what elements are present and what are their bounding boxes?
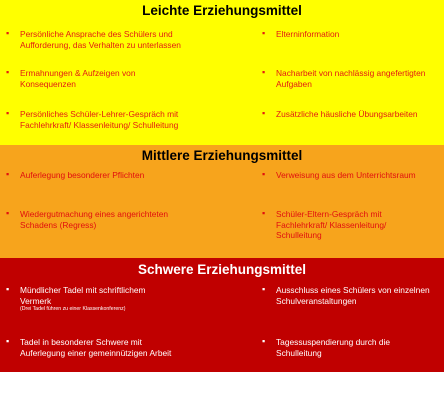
- item-line: Tagessuspendierung durch die: [276, 337, 391, 347]
- item-line: Mündlicher Tadel mit schriftlichem: [20, 285, 146, 295]
- section-title: Leichte Erziehungsmittel: [142, 3, 302, 18]
- item-line: Ausschluss eines Schülers von einzelnen: [276, 285, 430, 295]
- bullet-icon: ▪: [6, 284, 10, 294]
- list-item: [0, 109, 240, 130]
- item-line: Aufgaben: [276, 78, 312, 89]
- item-line: Elterninformation: [276, 29, 340, 39]
- item-line: Fachlehrkraft/ Klassenleitung/ Schulleitung: [20, 119, 179, 130]
- item-line: Auferlegung besonderer Pflichten: [20, 170, 145, 180]
- item-line: Konsequenzen: [20, 78, 76, 89]
- list-item: [0, 29, 240, 50]
- bullet-icon: ▪: [6, 169, 10, 179]
- bullet-icon: ▪: [262, 208, 266, 218]
- bullet-icon: ▪: [262, 28, 266, 38]
- item-line: Ermahnungen & Aufzeigen von: [20, 68, 136, 78]
- item-line: Schulleitung: [276, 347, 322, 358]
- section-title: Mittlere Erziehungsmittel: [141, 148, 303, 163]
- bullet-icon: ▪: [262, 336, 266, 346]
- item-line: Persönliche Ansprache des Schülers und: [20, 29, 173, 39]
- bullet-icon: ▪: [262, 284, 266, 294]
- item-line: Fachlehrkraft/ Klassenleitung/: [276, 219, 387, 230]
- list-item: [0, 68, 240, 89]
- section-title: Schwere Erziehungsmittel: [137, 262, 307, 277]
- item-line: Schulleitung: [276, 230, 322, 241]
- list-item: [256, 170, 444, 181]
- bullet-icon: ▪: [6, 67, 10, 77]
- item-line: Wiedergutmachung eines angerichteten: [20, 209, 169, 219]
- list-item: [256, 109, 444, 120]
- bullet-icon: ▪: [262, 108, 266, 118]
- bullet-icon: ▪: [6, 108, 10, 118]
- item-line: Schulveranstaltungen: [276, 295, 357, 306]
- bullet-icon: ▪: [6, 336, 10, 346]
- list-item: [0, 337, 240, 358]
- item-line: Nacharbeit von nachlässig angefertigten: [276, 68, 426, 78]
- list-item: [0, 285, 240, 313]
- item-line: Schadens (Regress): [20, 219, 97, 230]
- list-item: [256, 337, 444, 358]
- item-line: Tadel in besonderer Schwere mit: [20, 337, 142, 347]
- bullet-icon: ▪: [262, 67, 266, 77]
- item-line: Verweisung aus dem Unterrichtsraum: [276, 170, 416, 180]
- bullet-icon: ▪: [6, 28, 10, 38]
- section-medium: [0, 145, 444, 258]
- section-light: [0, 0, 444, 145]
- bullet-icon: ▪: [6, 208, 10, 218]
- item-line: Vermerk: [20, 295, 52, 306]
- list-item: [256, 68, 444, 89]
- bullet-icon: ▪: [262, 169, 266, 179]
- item-line: Schüler-Eltern-Gespräch mit: [276, 209, 382, 219]
- item-note: (Drei Tadel führen zu einer Klassenkonferenz): [20, 306, 126, 313]
- item-line: Persönliches Schüler-Lehrer-Gespräch mit: [20, 109, 179, 119]
- list-item: [0, 209, 240, 230]
- list-item: [256, 29, 444, 40]
- list-item: [256, 285, 444, 306]
- list-item: [0, 170, 240, 181]
- section-severe: [0, 258, 444, 372]
- item-line: Zusätzliche häusliche Übungsarbeiten: [276, 109, 418, 119]
- list-item: [256, 209, 444, 241]
- item-line: Auferlegung einer gemeinnützigen Arbeit: [20, 347, 172, 358]
- item-line: Aufforderung, das Verhalten zu unterlassen: [20, 39, 181, 50]
